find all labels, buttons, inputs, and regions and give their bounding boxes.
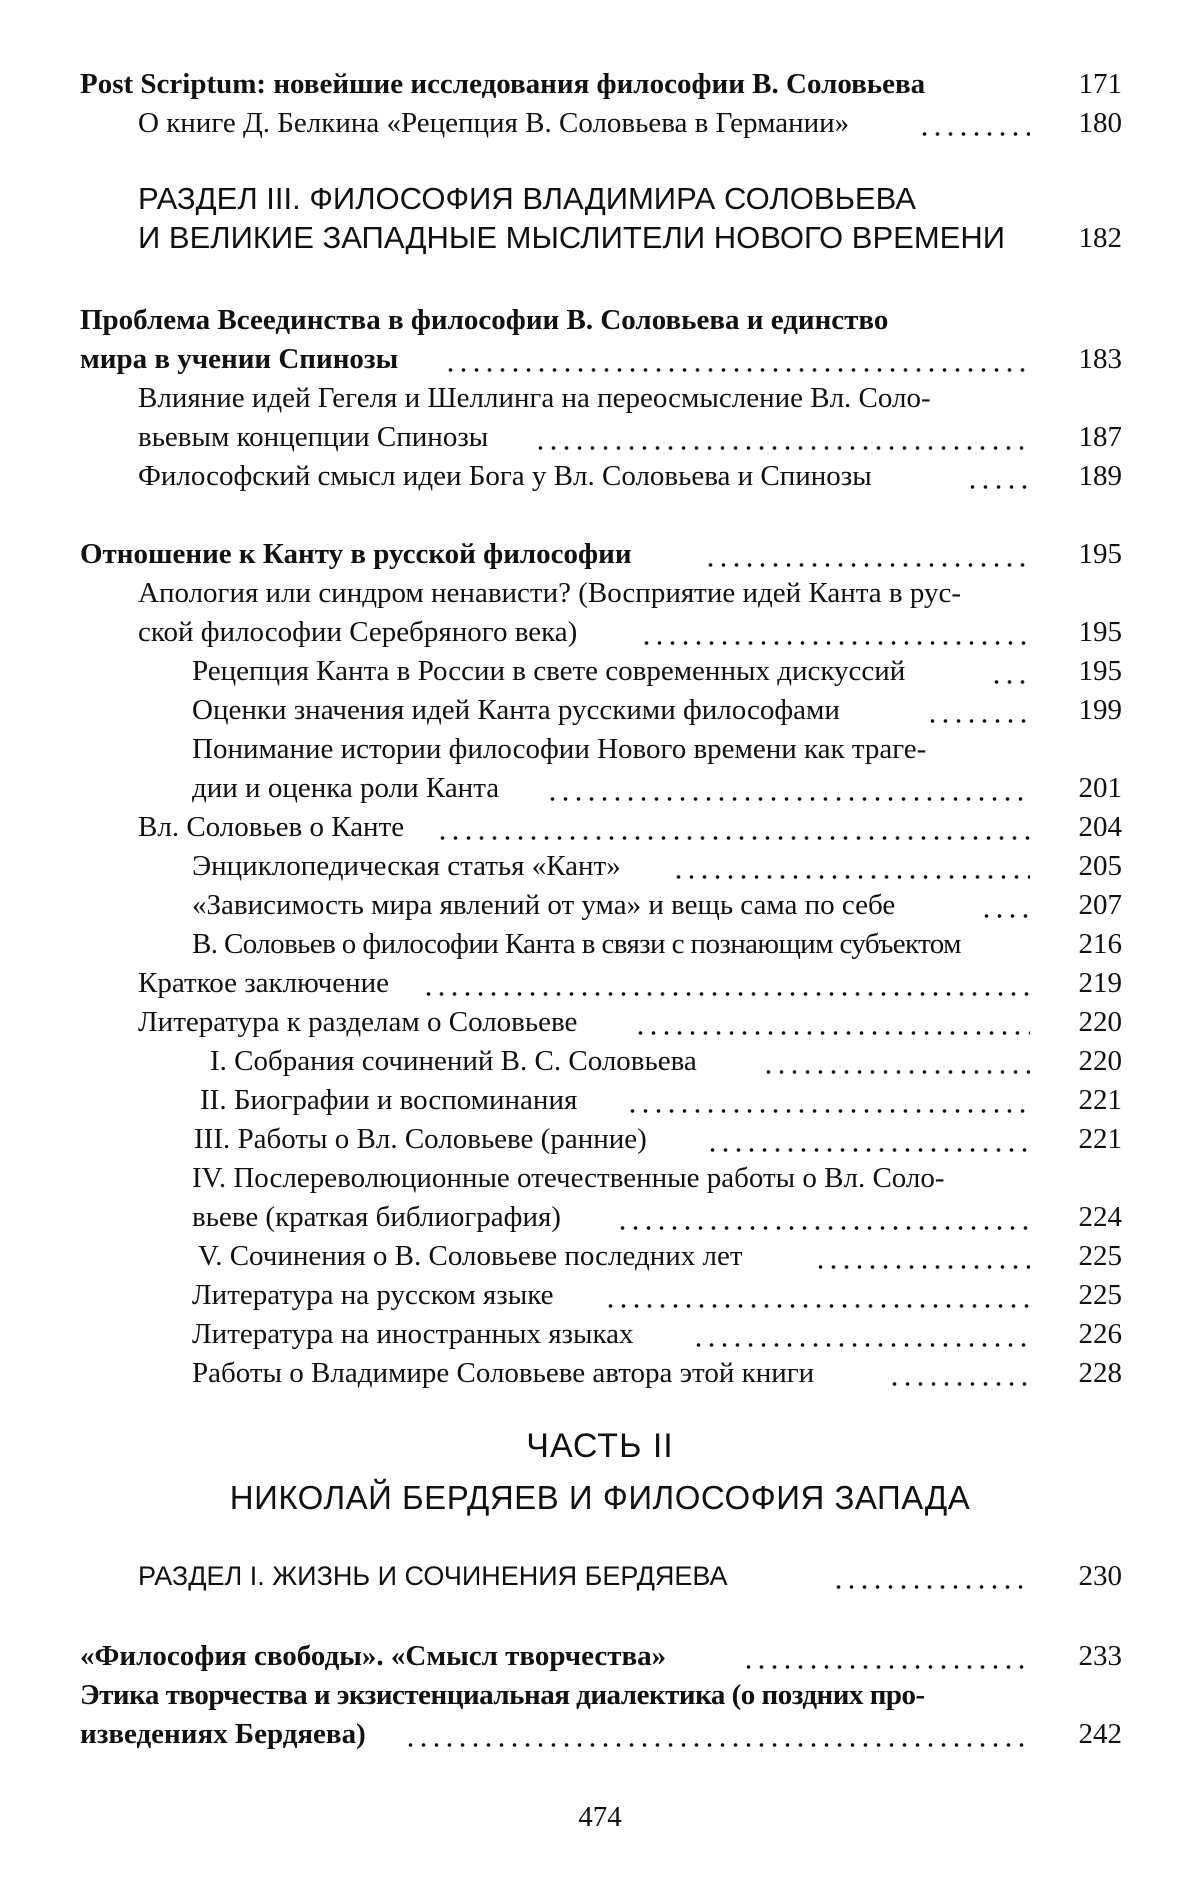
toc-page-number: 225 — [1078, 1240, 1122, 1272]
dot-leader — [980, 891, 1030, 921]
toc-entry — [0, 1041, 1200, 1081]
toc-entry-title: Рецепция Канта в России в свете современных дискуссий — [192, 655, 906, 687]
toc-entry-title: Апология или синдром ненависти? (Восприятие идей Канта в рус- — [138, 577, 962, 609]
dot-leader — [444, 345, 1030, 375]
toc-page-number: 221 — [1078, 1123, 1122, 1155]
toc-entry — [0, 690, 1200, 730]
dot-leader — [672, 852, 1030, 882]
toc-entry — [0, 1275, 1200, 1315]
toc-entry-title: Работы о Владимире Соловьеве автора этой книги — [192, 1357, 815, 1389]
dot-leader — [832, 1562, 1030, 1592]
toc-entry-title: III. Работы о Вл. Соловьеве (ранние) — [194, 1123, 647, 1155]
toc-entry-title: Литература на иностранных языках — [192, 1318, 634, 1350]
dot-leader — [814, 1242, 1030, 1272]
toc-page-number: 220 — [1078, 1006, 1122, 1038]
toc-entry — [0, 807, 1200, 847]
dot-leader — [918, 109, 1030, 139]
dot-leader — [926, 696, 1030, 726]
toc-page-number: 180 — [1078, 107, 1122, 139]
toc-entry-title: «Зависимость мира явлений от ума» и вещь сама по себе — [192, 889, 896, 921]
dot-leader — [762, 1047, 1030, 1077]
toc-entry-title: Понимание истории философии Нового времени как траге- — [192, 733, 927, 765]
toc-entry-title-cont: изведениях Бердяева) — [80, 1718, 366, 1750]
toc-entry-title: IV. Послереволюционные отечественные работы о Вл. Соло- — [192, 1162, 945, 1194]
toc-entry — [0, 1080, 1200, 1120]
toc-page-number: 187 — [1078, 421, 1122, 453]
toc-entry-title-cont: вьеве (краткая библиография) — [192, 1201, 561, 1233]
dot-leader — [604, 1281, 1030, 1311]
section-heading-line: РАЗДЕЛ III. ФИЛОСОФИЯ ВЛАДИМИРА СОЛОВЬЕВА — [138, 181, 916, 216]
toc-page-number: 216 — [1078, 928, 1122, 960]
toc-entry — [0, 963, 1200, 1003]
dot-leader — [422, 969, 1030, 999]
dot-leader — [966, 462, 1030, 492]
toc-page-number: 189 — [1078, 460, 1122, 492]
toc-entry — [0, 1197, 1200, 1237]
toc-entry — [0, 651, 1200, 691]
part-label: ЧАСТЬ II — [526, 1427, 674, 1465]
toc-entry — [0, 846, 1200, 886]
toc-entry-title: О книге Д. Белкина «Рецепция В. Соловьева в Германии» — [138, 107, 850, 139]
dot-leader — [990, 657, 1030, 687]
toc-entry — [0, 885, 1200, 925]
toc-entry-title: V. Сочинения о В. Соловьеве последних лет — [198, 1240, 743, 1272]
dot-leader — [634, 1008, 1030, 1038]
dot-leader — [742, 1642, 1030, 1672]
toc-entry-title-cont: вьевым концепции Спинозы — [138, 421, 489, 453]
toc-entry — [0, 103, 1200, 143]
part-title: НИКОЛАЙ БЕРДЯЕВ И ФИЛОСОФИЯ ЗАПАДА — [229, 1479, 971, 1516]
toc-entry — [0, 1002, 1200, 1042]
toc-entry-title: Энциклопедическая статья «Кант» — [192, 850, 621, 882]
toc-entry-title: Post Scriptum: новейшие исследования философии В. Соловьева — [80, 68, 926, 100]
section-heading: РАЗДЕЛ I. ЖИЗНЬ И СОЧИНЕНИЯ БЕРДЯЕВА — [138, 1561, 728, 1591]
toc-entry — [0, 1314, 1200, 1354]
dot-leader — [404, 1720, 1030, 1750]
toc-entry-title: Краткое заключение — [138, 967, 390, 999]
toc-page-number: 205 — [1078, 850, 1122, 882]
toc-entry — [0, 534, 1200, 574]
toc-page-number: 201 — [1078, 772, 1122, 804]
toc-entry-title-cont: мира в учении Спинозы — [80, 343, 399, 375]
toc-entry-title: Философский смысл идеи Бога у Вл. Соловьева и Спинозы — [138, 460, 872, 492]
dot-leader — [692, 1320, 1030, 1350]
toc-entry — [0, 218, 1200, 258]
toc-entry-title: Проблема Всеединства в философии В. Соловьева и единство — [80, 304, 889, 336]
toc-page-number: 233 — [1078, 1640, 1122, 1672]
toc-page-number: 226 — [1078, 1318, 1122, 1350]
toc-entry — [0, 1636, 1200, 1676]
toc-entry-title: Влияние идей Гегеля и Шеллинга на переосмысление Вл. Соло- — [138, 382, 931, 414]
dot-leader — [626, 1086, 1030, 1116]
dot-leader — [534, 423, 1030, 453]
toc-page-number: 182 — [1078, 222, 1122, 254]
toc-entry — [0, 768, 1200, 808]
toc-page-number: 195 — [1078, 616, 1122, 648]
dot-leader — [706, 1125, 1030, 1155]
toc-page-number: 221 — [1078, 1084, 1122, 1116]
toc-entry — [0, 64, 1200, 104]
toc-page-number: 204 — [1078, 811, 1122, 843]
section-heading-line: И ВЕЛИКИЕ ЗАПАДНЫЕ МЫСЛИТЕЛИ НОВОГО ВРЕМЕНИ — [138, 220, 1005, 255]
toc-entry-title: I. Собрания сочинений В. С. Соловьева — [210, 1045, 697, 1077]
toc-page-number: 171 — [1078, 68, 1122, 100]
toc-page-number: 220 — [1078, 1045, 1122, 1077]
toc-entry-title: Оценки значения идей Канта русскими философами — [192, 694, 840, 726]
toc-entry-title: В. Соловьев о философии Канта в связи с познающим субъектом — [192, 928, 961, 960]
toc-entry-title: II. Биографии и воспоминания — [200, 1084, 578, 1116]
toc-page-number: 230 — [1078, 1560, 1122, 1592]
toc-page-number: 219 — [1078, 967, 1122, 999]
toc-entry-title: Литература на русском языке — [192, 1279, 554, 1311]
toc-entry — [0, 729, 1200, 769]
toc-page-number: 228 — [1078, 1357, 1122, 1389]
dot-leader — [640, 618, 1030, 648]
toc-entry — [0, 1353, 1200, 1393]
toc-page-number: 195 — [1078, 538, 1122, 570]
toc-entry — [0, 1236, 1200, 1276]
toc-entry — [0, 1158, 1200, 1198]
toc-entry — [0, 612, 1200, 652]
toc-page-number: 225 — [1078, 1279, 1122, 1311]
toc-page-number: 224 — [1078, 1201, 1122, 1233]
toc-page-number: 242 — [1078, 1718, 1122, 1750]
page-folio: 474 — [578, 1801, 622, 1833]
toc-entry — [0, 417, 1200, 457]
toc-entry-title: Этика творчества и экзистенциальная диалектика (о поздних про- — [80, 1679, 925, 1711]
toc-page-number: 183 — [1078, 343, 1122, 375]
dot-leader — [436, 813, 1030, 843]
dot-leader — [888, 1359, 1030, 1389]
toc-entry-title: Отношение к Канту в русской философии — [80, 538, 632, 570]
toc-entry — [0, 924, 1200, 964]
toc-entry — [0, 573, 1200, 613]
toc-entry-title: Литература к разделам о Соловьеве — [138, 1006, 578, 1038]
toc-page-number: 207 — [1078, 889, 1122, 921]
toc-entry-title-cont: дии и оценка роли Канта — [192, 772, 500, 804]
toc-page-number: 195 — [1078, 655, 1122, 687]
toc-entry — [0, 1714, 1200, 1754]
toc-entry — [0, 300, 1200, 340]
toc-page-number: 199 — [1078, 694, 1122, 726]
dot-leader — [616, 1203, 1030, 1233]
dot-leader — [704, 540, 1030, 570]
toc-entry-title-cont: ской философии Серебряного века) — [138, 616, 578, 648]
dot-leader — [546, 774, 1030, 804]
toc-entry — [0, 1675, 1200, 1715]
toc-entry-title: «Философия свободы». «Смысл творчества» — [80, 1640, 667, 1672]
toc-entry — [0, 339, 1200, 379]
toc-entry — [0, 378, 1200, 418]
toc-entry-title: Вл. Соловьев о Канте — [138, 811, 405, 843]
toc-entry — [0, 1119, 1200, 1159]
toc-entry — [0, 456, 1200, 496]
toc-entry — [0, 1556, 1200, 1596]
